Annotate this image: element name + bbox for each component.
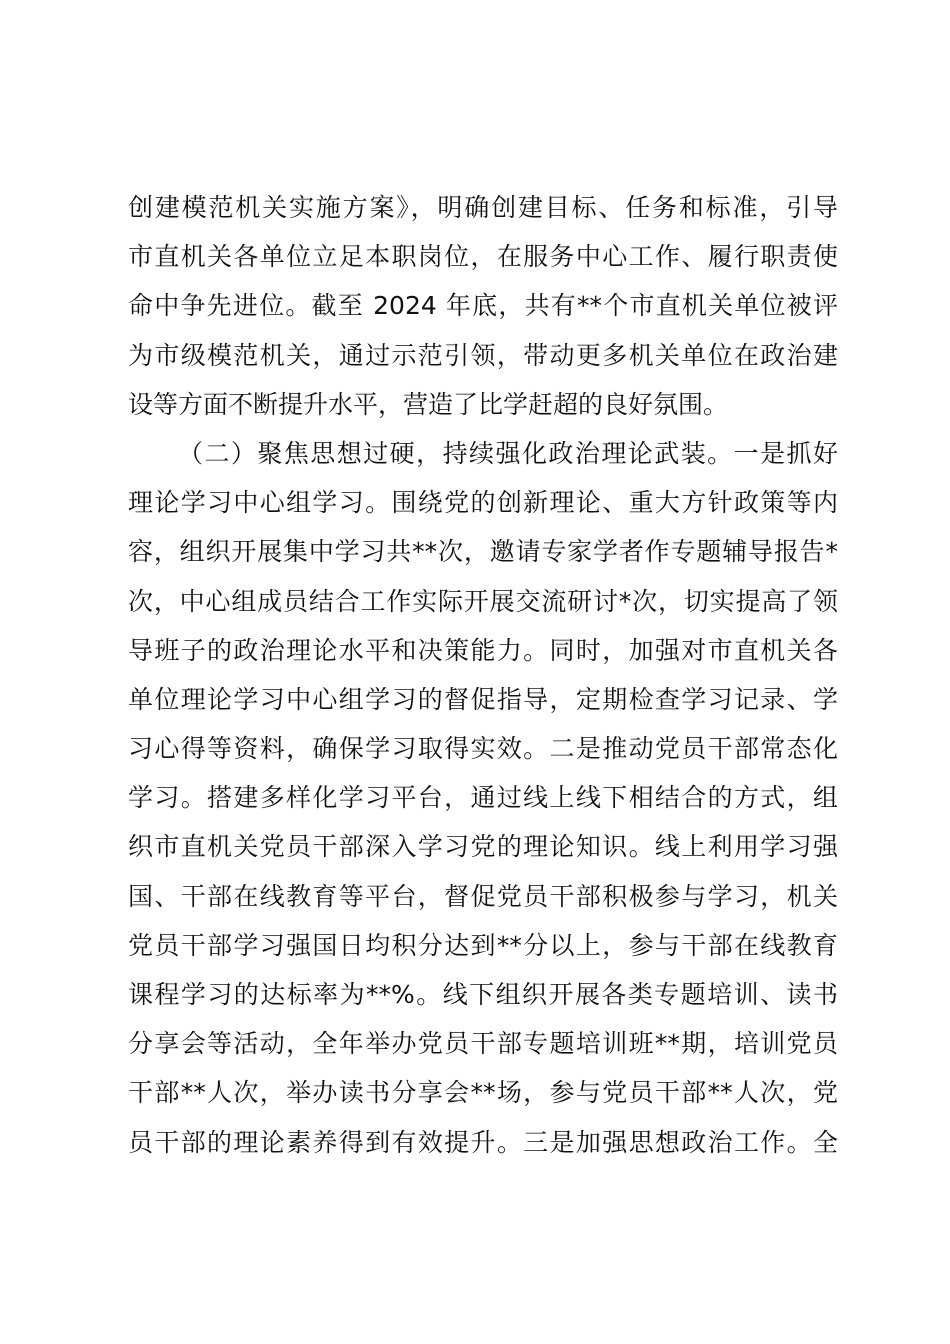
section-heading-line: （二）聚焦思想过硬，持续强化政治理论武装。一是抓好 (178, 438, 838, 468)
text-line: 理论学习中心组学习。围绕党的创新理论、重大方针政策等内 (128, 488, 838, 518)
text-line: 党员干部学习强国日均积分达到**分以上，参与干部在线教育 (128, 930, 838, 960)
text-line: 设等方面不断提升水平，营造了比学赶超的良好氛围。 (128, 389, 729, 419)
text-line: 导班子的政治理论水平和决策能力。同时，加强对市直机关各 (128, 635, 838, 665)
text-line: 单位理论学习中心组学习的督促指导，定期检查学习记录、学 (128, 684, 838, 714)
text-line: 分享会等活动，全年举办党员干部专题培训班**期，培训党员 (128, 1029, 838, 1059)
text-line: 学习。搭建多样化学习平台，通过线上线下相结合的方式，组 (128, 783, 838, 813)
text-line: 为市级模范机关，通过示范引领，带动更多机关单位在政治建 (128, 340, 838, 370)
text-line: 员干部的理论素养得到有效提升。三是加强思想政治工作。全 (128, 1127, 838, 1157)
text-line: 习心得等资料，确保学习取得实效。二是推动党员干部常态化 (128, 734, 838, 764)
text-line: 课程学习的达标率为**%。线下组织开展各类专题培训、读书 (128, 980, 838, 1009)
text-line: 次，中心组成员结合工作实际开展交流研讨*次，切实提高了领 (128, 586, 838, 616)
text-line: 干部**人次，举办读书分享会**场，参与党员干部**人次，党 (128, 1078, 838, 1108)
text-line: 市直机关各单位立足本职岗位，在服务中心工作、履行职责使 (128, 242, 838, 272)
text-line: 织市直机关党员干部深入学习党的理论知识。线上利用学习强 (128, 832, 838, 862)
text-line: 国、干部在线教育等平台，督促党员干部积极参与学习，机关 (128, 881, 838, 911)
body-text (128, 183, 838, 1167)
text-line: 命中争先进位。截至 2024 年底，共有**个市直机关单位被评 (128, 291, 838, 321)
text-line: 创建模范机关实施方案》，明确创建目标、任务和标准，引导 (128, 193, 838, 222)
text-line: 容，组织开展集中学习共**次，邀请专家学者作专题辅导报告* (128, 537, 838, 567)
